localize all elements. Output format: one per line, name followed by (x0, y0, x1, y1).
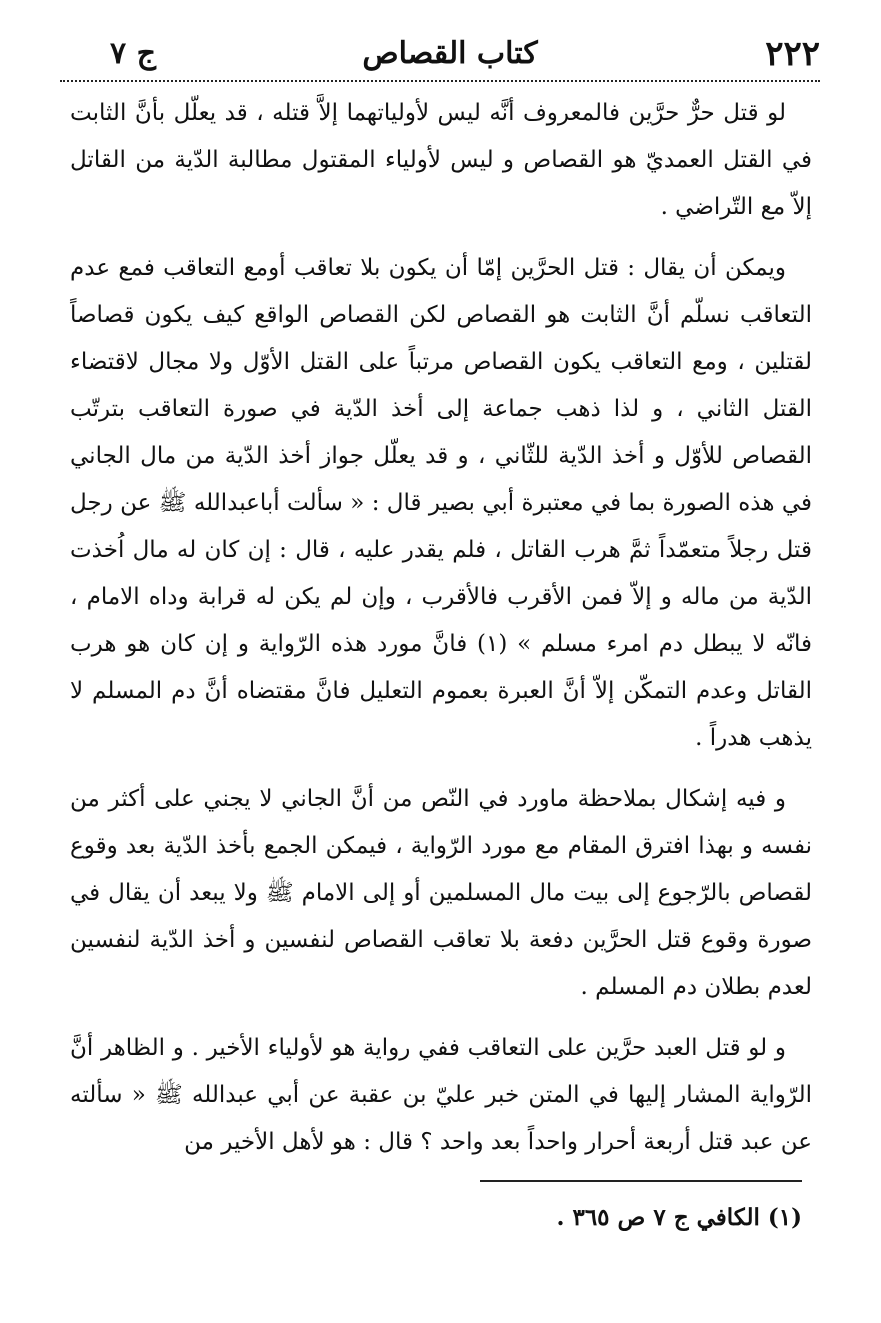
volume-label: ج ٧ (110, 36, 156, 71)
paragraph-1: لو قتل حرٌّ حرَّين فالمعروف أنَّه ليس لأولياتهما إلاَّ قتله ، قد يعلّل بأنَّ الثابت في القتل العمديّ هو القصاص و ليس لأولياء المقتول مطالبة الدّية من القاتل إلاّ مع التّراضي . (70, 100, 812, 220)
paragraph-4: و لو قتل العبد حرَّين على التعاقب ففي رواية هو لأولياء الأخير . و الظاهر أنَّ الرّواية المشار إليها في المتن خبر عليّ بن عقبة عن أبي عبدالله ﷺ « سألته عن عبد قتل أربعة أحرار واحداً بعد واحد ؟ قال : هو لأهل الأخير من (70, 1035, 812, 1155)
footnote: (١) الكافي ج ٧ ص ٣٦٥ . (556, 1204, 802, 1231)
paragraph-2: ويمكن أن يقال : قتل الحرَّين إمّا أن يكون بلا تعاقب أومع التعاقب فمع عدم التعاقب نسلّم أنَّ الثابت هو القصاص لكن القصاص الواقع كيف يكون قصاصاً لقتلين ، ومع التعاقب يكون القصاص مرتباً على القتل الأوّل ولا مجال لاقتضاء القتل الثاني ، و لذا ذهب جماعة إلى أخذ الدّية في صورة التعاقب بترتّب القصاص للأوّل و أخذ الدّية للثّاني ، و قد يعلّل جواز أخذ الدّية من مال الجاني في هذه الصورة بما في معتبرة أبي بصير قال : « سألت أباعبدالله ﷺ عن رجل قتل رجلاً متعمّداً ثمَّ هرب القاتل ، فلم يقدر عليه ، قال : إن كان له مال اُخذت الدّية من ماله و إلاّ فمن الأقرب فالأقرب ، وإن لم يكن له قرابة وداه الامام ، فانّه لا يبطل دم امرء مسلم » (١) فانَّ مورد هذه الرّواية و إن كان هو هرب القاتل وعدم التمكّن إلاّ أنَّ العبرة بعموم التعليل فانَّ مقتضاه أنَّ دم المسلم لا يذهب هدراً . (70, 255, 812, 751)
paragraph-3: و فيه إشكال بملاحظة ماورد في النّص من أنَّ الجاني لا يجني على أكثر من نفسه و بهذا افترق المقام مع مورد الرّواية ، فيمكن الجمع بأخذ الدّية بعد وقوع لقصاص بالرّجوع إلى بيت مال المسلمين أو إلى الامام ﷺ ولا يبعد أن يقال في صورة وقوع قتل الحرَّين دفعة بلا تعاقب القصاص لنفسين و أخذ الدّية لنفسين لعدم بطلان دم المسلم . (70, 786, 812, 1000)
header-rule (60, 80, 820, 82)
text-body (70, 90, 812, 1180)
book-title: كتاب القصاص (362, 36, 538, 71)
footnote-rule (480, 1180, 802, 1182)
running-header (80, 28, 820, 84)
page-number: ٢٢٢ (765, 34, 820, 74)
